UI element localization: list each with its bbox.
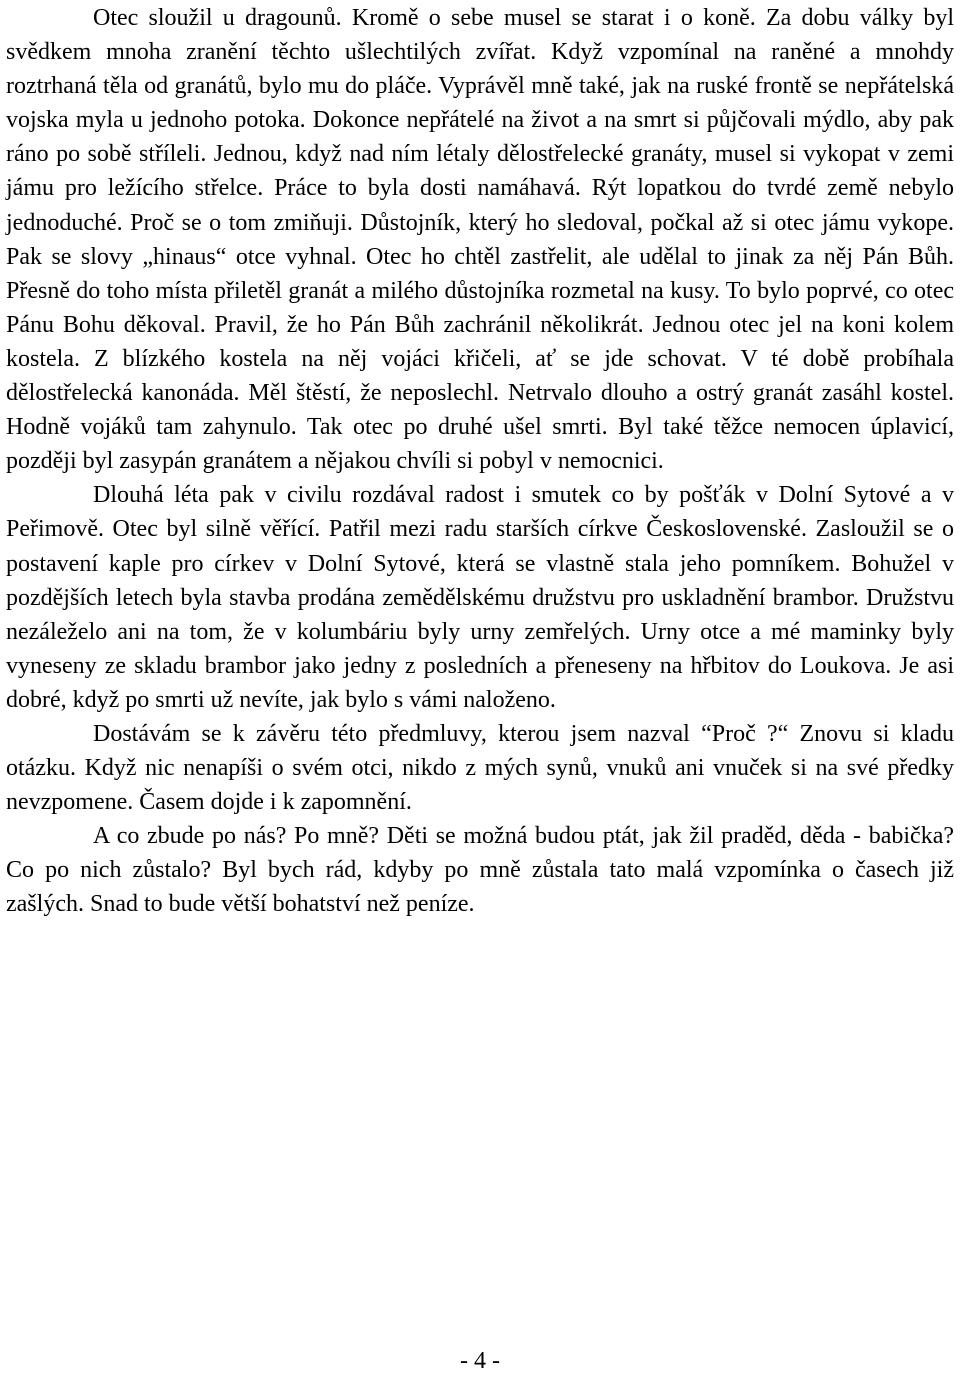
page-number: - 4 - (460, 1348, 500, 1374)
document-page (6, 0, 954, 1373)
body-text (6, 0, 954, 922)
paragraph-2: Dlouhá léta pak v civilu rozdával radost i smutek co by pošťák v Dolní Sytové a v Peřimově. Otec byl silně věřící. Patřil mezi radu starších církve Československé. Zasloužil se o postavení kaple pro církev v Dolní Sytové, která se vlastně stala jeho pomníkem. Bohužel v pozdějších letech byla stavba prodána zemědělskému družstvu pro uskladnění brambor. Družstvu nezáleželo ani na tom, že v kolumbáriu byly urny zemřelých. Urny otce a mé maminky byly vyneseny ze skladu brambor jako jedny z posledních a přeneseny na hřbitov do Loukova. Je asi dobré, když po smrti už nevíte, jak bylo s vámi naloženo. (6, 482, 954, 713)
paragraph-1: Otec sloužil u dragounů. Kromě o sebe musel se starat i o koně. Za dobu války byl svědkem mnoha zranění těchto ušlechtilých zvířat. Když vzpomínal na raněné a mnohdy roztrhaná těla od granátů, bylo mu do pláče. Vyprávěl mně také, jak na ruské frontě se nepřátelská vojska myla u jednoho potoka. Dokonce nepřátelé na život a na smrt si půjčovali mýdlo, aby pak ráno po sobě stříleli. Jednou, když nad ním létaly dělostřelecké granáty, musel si vykopat v zemi jámu pro ležícího střelce. Práce to byla dosti namáhavá. Rýt lopatkou do tvrdé země nebylo jednoduché. Proč se o tom zmiňuji. Důstojník, který ho sledoval, počkal až si otec jámu vykope. Pak se slovy „hinaus“ otce vyhnal. Otec ho chtěl zastřelit, ale udělal to jinak za něj Pán Bůh. Přesně do toho místa přiletěl granát a milého důstojníka rozmetal na kusy. To bylo poprvé, co otec Pánu Bohu děkoval. Pravil, že ho Pán Bůh zachránil několikrát. Jednou otec jel na koni kolem kostela. Z blízkého kostela na něj vojáci křičeli, ať se jde schovat. V té době probíhala dělostřelecká kanonáda. Měl štěstí, že neposlechl. Netrvalo dlouho a ostrý granát zasáhl kostel. Hodně vojáků tam zahynulo. Tak otec po druhé ušel smrti. Byl také těžce nemocen úplavicí, později byl zasypán granátem a nějakou chvíli si pobyl v nemocnici. (6, 5, 954, 475)
paragraph-3: Dostávám se k závěru této předmluvy, kterou jsem nazval “Proč ?“ Znovu si kladu otázku. Když nic nenapíši o svém otci, nikdo z mých synů, vnuků ani vnuček si na své předky nevzpomene. Časem dojde i k zapomnění. (6, 720, 954, 816)
paragraph-4: A co zbude po nás? Po mně? Děti se možná budou ptát, jak žil praděd, děda - babička? Co po nich zůstalo? Byl bych rád, kdyby po mně zůstala tato malá vzpomínka o časech již zašlých. Snad to bude větší bohatství než peníze. (6, 823, 954, 918)
